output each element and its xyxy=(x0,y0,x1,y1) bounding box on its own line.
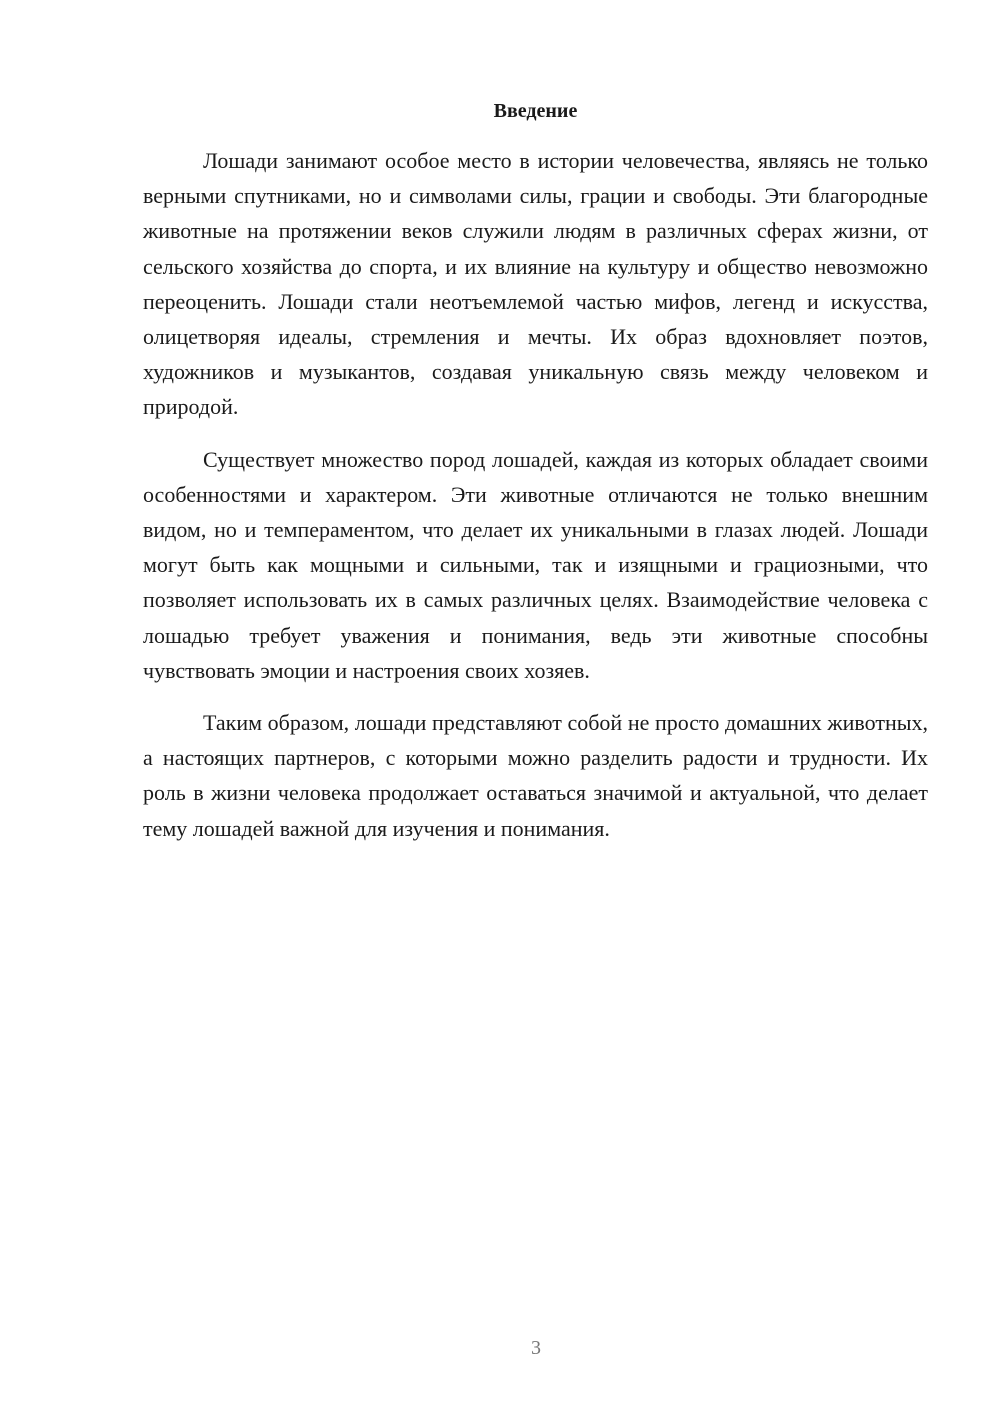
body-text xyxy=(143,143,928,863)
section-heading: Введение xyxy=(493,100,578,122)
paragraph-intro: Лошади занимают особое место в истории человечества, являясь не только верными спутниками, но и символами силы, грации и свободы. Эти благородные животные на протяжении веков служили людям в различных сферах жизни, от сельского хозяйства до спорта, и их влияние на культуру и общество невозможно переоценить. Лошади стали неотъемлемой частью мифов, легенд и искусства, олицетворяя идеалы, стремления и мечты. Их образ вдохновляет поэтов, художников и музыкантов, создавая уникальную связь между человеком и природой. xyxy=(143,148,928,420)
paragraph-breeds: Существует множество пород лошадей, каждая из которых обладает своими особенностями и характером. Эти животные отличаются не только внешним видом, но и темпераментом, что делает их уникальными в глазах людей. Лошади могут быть как мощными и сильными, так и изящными и грациозными, что позволяет использовать их в самых различных целях. Взаимодействие человека с лошадью требует уважения и понимания, ведь эти животные способны чувствовать эмоции и настроения своих хозяев. xyxy=(143,446,928,683)
paragraph-conclusion: Таким образом, лошади представляют собой не просто домашних животных, а настоящих партнеров, с которыми можно разделить радости и трудности. Их роль в жизни человека продолжает оставаться значимой и актуальной, что делает тему лошадей важной для изучения и понимания. xyxy=(143,710,928,841)
page-number: 3 xyxy=(531,1337,541,1359)
